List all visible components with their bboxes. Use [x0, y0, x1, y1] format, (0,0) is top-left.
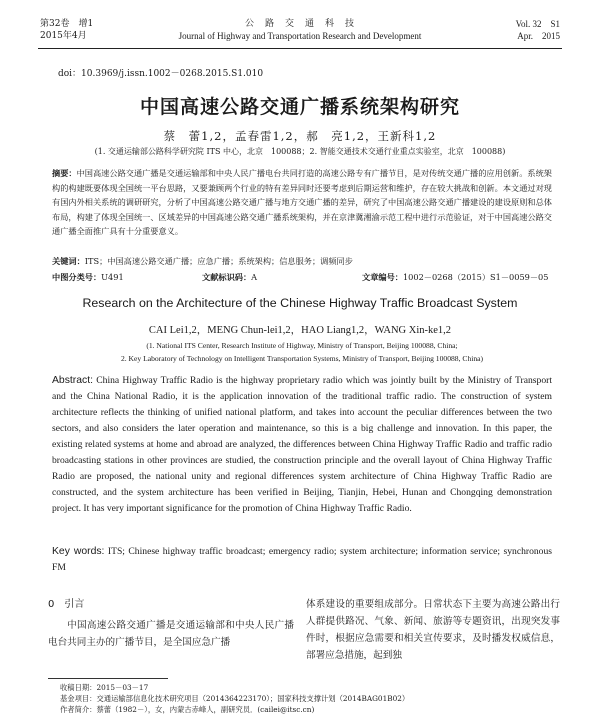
classification-row [52, 272, 552, 284]
class-number-value: U491 [101, 272, 124, 282]
section-heading-intro: 0 引言 [48, 599, 85, 610]
title-en: Research on the Architecture of the Chinese Highway Traffic Broadcast System [82, 296, 518, 310]
doi[interactable]: doi：10.3969/j.issn.1002－0268.2015.S1.010 [58, 69, 264, 79]
header-date-cn: 2015年4月 [40, 31, 87, 41]
header-volume-en: Vol. 32 S1 [515, 19, 560, 29]
affiliation-cn: (1. 交通运输部公路科学研究院 ITS 中心，北京 100088；2. 智能交通技术交通行业重点实验室，北京 100088) [94, 147, 506, 156]
body-column-left [48, 596, 294, 651]
article-number [362, 272, 548, 283]
class-number-label: 中图分类号： [52, 272, 102, 282]
header-volume-cn: 第32卷 增1 [40, 19, 94, 29]
class-number [52, 272, 124, 283]
footnote-received: 收稿日期：2015－03－17 [60, 683, 149, 692]
body-column-right [306, 596, 560, 664]
authors-en: CAI Lei1,2，MENG Chun-lei1,2，HAO Liang1,2，WANG Xin-ke1,2 [148, 325, 452, 336]
header-center [40, 18, 560, 42]
header-rule [38, 48, 562, 49]
article-number-value: 1002－0268（2015）S1－0059－05 [402, 272, 549, 282]
article-number-label: 文章编号： [362, 272, 403, 282]
footnote-rule [48, 678, 168, 679]
journal-name-cn: 公 路 交 通 科 技 [244, 19, 355, 29]
header-date-en: Apr. 2015 [517, 31, 560, 41]
keywords-en [52, 544, 552, 576]
abstract-cn [52, 166, 552, 239]
keywords-cn-text: ITS；中国高速公路交通广播；应急广播；系统架构；信息服务；调频同步 [84, 256, 353, 266]
doc-code [202, 272, 257, 283]
abstract-cn-label: 摘要： [52, 168, 77, 178]
body-paragraph-left: 中国高速公路交通广播是交通运输部和中央人民广播电台共同主办的广播节目，是全国应急广播 [48, 620, 294, 648]
body-paragraph-right: 体系建设的重要组成部分。日常状态下主要为高速公路出行人群提供路况、气象、新闻、旅游等专题资讯，出现突发事件时，根据应急需要和相关宣传要求，及时播发权威信息，部署应急措施，起到独 [306, 599, 560, 661]
doc-code-label: 文献标识码： [202, 272, 252, 282]
keywords-en-text: ITS; Chinese highway traffic broadcast; emergency radio; system architecture; information service; synchronous FM [52, 546, 552, 573]
authors-cn: 蔡 蕾1,2，孟春雷1,2，郝 亮1,2，王新科1,2 [163, 129, 437, 143]
keywords-cn-label: 关键词： [52, 256, 85, 266]
journal-name-en: Journal of Highway and Transportation Research and Development [178, 31, 422, 41]
abstract-cn-text: 中国高速公路交通广播是交通运输部和中央人民广播电台共同打造的高速公路专有广播节目，是对传统交通广播的应用创新。系统架构的构建既要体现全国统一平台思路，又要兼顾两个行业的特有差异同时还要考虑到后期运营和维护，存在较大挑战和创新。本文通过对现有国内外相关系统的调研研究，分析了中国高速公路交通广播与地方交通广播的差异，研究了中国高速公路交通广播建设的建设原则和总体布局，构建了体现全国统一、区域差异的中国高速公路交通广播系统架构，并在京津冀湘渝示范工程中进行示范验证，对于中国高速公路交通广播全面推广具有十分重要意义。 [52, 168, 552, 237]
header-right [516, 18, 560, 42]
doc-code-value: A [251, 272, 258, 282]
footnote-author: 作者简介：蔡蕾（1982－），女，内蒙古赤峰人，副研究员．(cailei@itsc.cn) [60, 705, 315, 714]
affiliation-en-2: 2. Key Laboratory of Technology on Intelligent Transportation Systems, Ministry of Transport, Beijing 100088, China) [120, 354, 484, 363]
abstract-en-label: Abstract: [52, 375, 93, 386]
abstract-en-text: China Highway Traffic Radio is the highway proprietary radio which was jointly built by the Ministry of Transport and the China National Radio, it is the application innovation of the traditional traffic radio. The construction of system architecture reflects the thinking of unified national platform, and takes into account the peculiar differences between the two sectors, and also considers the later operation and maintenance, so this is a big challenge and innovation. In this paper, the existing related systems at home and abroad are analyzed, the differences between China Highway Traffic Radio and traffic radio broadcasting stations in other provinces are studied, the construction principle and the overall layout of China Highway Traffic Radio are proposed, the national unity and regional differences system architecture of China Highway Traffic Radio are constructed, and the system architecture has been verified in Beijing, Tianjin, Hebei, Hunan and Chongqing demonstration project. It has very important significance for the promotion of China Highway Traffic Radio. [52, 375, 552, 514]
keywords-cn [52, 256, 552, 267]
keywords-en-label: Key words: [52, 546, 105, 557]
affiliation-en-1: (1. National ITS Center, Research Institute of Highway, Ministry of Transport, Beijing 100088, China; [146, 341, 458, 350]
footnote-fund: 基金项目：交通运输部信息化技术研究项目（2014364223170）；国家科技支撑计划（2014BAG01B02） [60, 694, 410, 703]
running-header [40, 18, 560, 48]
title-cn: 中国高速公路交通广播系统架构研究 [139, 96, 460, 118]
abstract-en [52, 373, 552, 517]
